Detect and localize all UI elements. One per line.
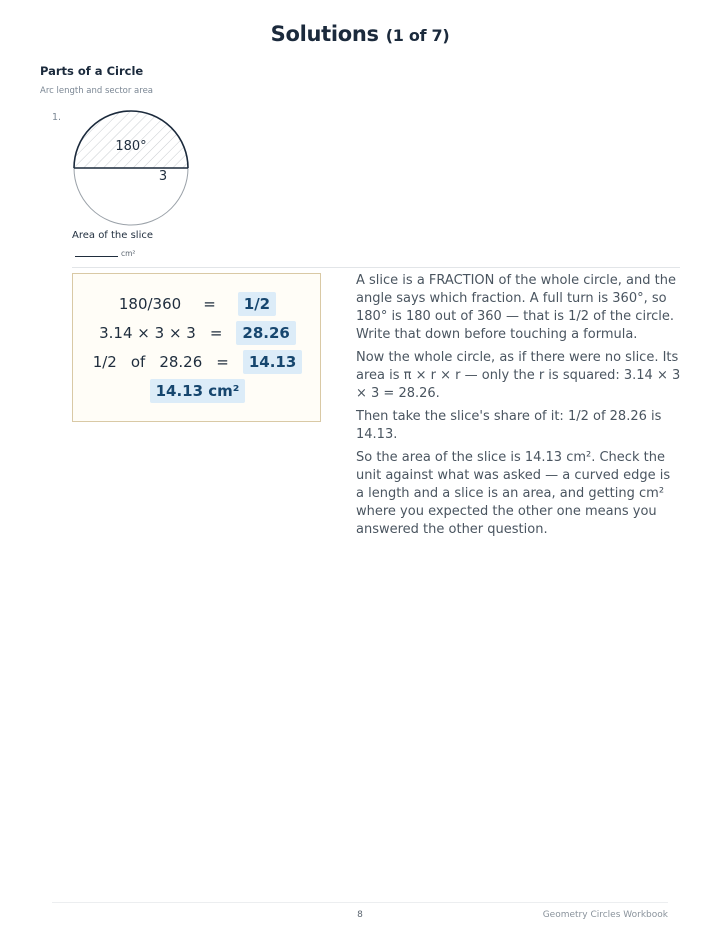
- explanation-paragraph: Now the whole circle, as if there were no slice. Its area is π × r × r — only the r is squared: 3.14 × 3 × 3 = 28.26.: [356, 350, 681, 401]
- question-prompt: Area of the slice: [72, 230, 154, 241]
- page-title-counter: (1 of 7): [385, 26, 450, 45]
- section-subtitle: Arc length and sector area: [40, 86, 154, 96]
- question-number: 1.: [52, 112, 62, 123]
- section-title: Parts of a Circle: [40, 64, 144, 78]
- work-expression: 3.14 × 3 × 3: [99, 324, 196, 342]
- explanation-paragraph: So the area of the slice is 14.13 cm². Check the unit against what was asked — a curved edge is a length and a slice is an area, and getting cm² where you expected the other one means you answered the other question.: [356, 450, 671, 537]
- work-whole: 28.26: [159, 353, 203, 371]
- circle-diagram: [66, 106, 196, 228]
- worked-solution-box: [72, 273, 321, 422]
- sector-figure: [66, 106, 196, 232]
- page-title-main: Solutions: [270, 22, 379, 46]
- work-row-final: [73, 379, 322, 403]
- equals-sign: =: [203, 295, 216, 313]
- footer-brand: Geometry Circles Workbook: [542, 910, 668, 920]
- explanation-paragraph: A slice is a FRACTION of the whole circle, and the angle says which fraction. A full turn is 360°, so 180° is 180 out of 360 — that is 1/2 of the circle. Write that down before touching a formula.: [356, 273, 676, 342]
- equals-sign: =: [209, 324, 223, 342]
- answer-unit: cm²: [121, 249, 136, 258]
- radius-label: 3: [158, 169, 168, 184]
- work-row-fraction: [73, 292, 322, 316]
- work-row-area: [73, 321, 322, 345]
- page-number: 8: [357, 910, 363, 920]
- work-result: 28.26: [236, 321, 295, 345]
- work-result: 14.13: [243, 350, 302, 374]
- work-expression: 180/360: [118, 295, 182, 313]
- work-row-share: [73, 350, 322, 374]
- work-result: 1/2: [238, 292, 276, 316]
- work-fraction: 1/2: [92, 353, 117, 371]
- explanation-text: [356, 272, 682, 544]
- answer-blank: [75, 256, 118, 257]
- equals-sign: =: [216, 353, 229, 371]
- circle-lower-arc: [74, 168, 188, 225]
- divider: [72, 267, 680, 268]
- footer-divider: [52, 902, 668, 903]
- work-of: of: [130, 353, 146, 371]
- explanation-paragraph: Then take the slice's share of it: 1/2 of 28.26 is 14.13.: [356, 409, 662, 442]
- page-title: [0, 22, 720, 46]
- angle-label: 180°: [115, 139, 147, 154]
- final-answer: 14.13 cm²: [150, 379, 246, 403]
